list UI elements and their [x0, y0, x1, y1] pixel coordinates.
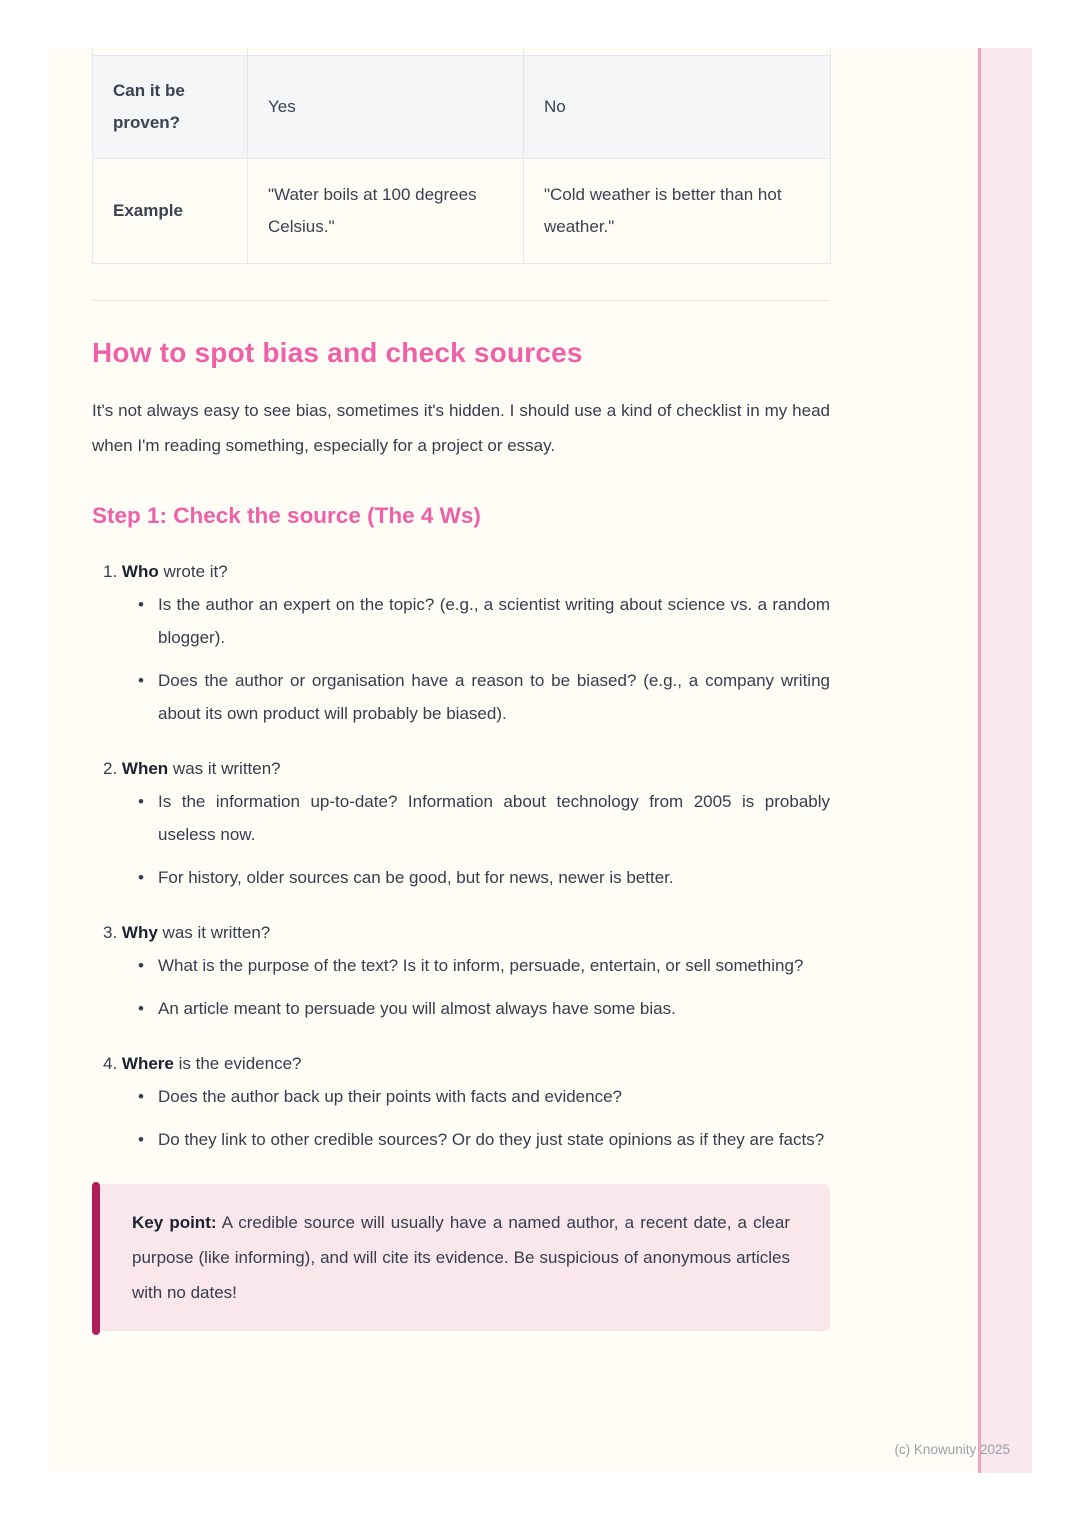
bullet-item: • Does the author or organisation have a reason to be biased? (e.g., a company writing about its own product will probably be biased). — [92, 664, 830, 730]
bullet-list — [92, 785, 830, 894]
bullet-item: • For history, older sources can be good, but for news, newer is better. — [92, 861, 830, 894]
table-cell — [248, 48, 524, 55]
table-cell-label: Can it be proven? — [93, 55, 248, 158]
page-edge-stripe — [978, 48, 1032, 1473]
bullet-list — [92, 588, 830, 730]
checklist — [92, 555, 830, 1156]
key-point-callout — [92, 1184, 830, 1331]
step-heading: Step 1: Check the source (The 4 Ws) — [92, 502, 481, 528]
list-item-when — [92, 752, 830, 894]
list-number: 3. — [103, 922, 118, 942]
table-cell: Yes — [248, 55, 524, 158]
key-point-label: Key point: — [132, 1212, 217, 1232]
list-heading-text: wrote it? — [158, 561, 228, 581]
table-row — [93, 158, 831, 263]
list-item-why — [92, 916, 830, 1025]
table-cell: "Cold weather is better than hot weather." — [524, 158, 831, 263]
list-heading-text: is the evidence? — [173, 1053, 302, 1073]
table-cell: No — [524, 55, 831, 158]
section-divider — [92, 300, 830, 301]
list-heading-text: was it written? — [168, 758, 281, 778]
list-keyword: Where — [121, 1053, 174, 1073]
page-content — [92, 48, 830, 1331]
comparison-table — [92, 48, 831, 264]
bullet-item: • An article meant to persuade you will almost always have some bias. — [92, 992, 830, 1025]
list-keyword: Who — [121, 561, 159, 581]
table-cell — [93, 48, 248, 55]
document-page — [48, 48, 1032, 1473]
table-cell: "Water boils at 100 degrees Celsius." — [248, 158, 524, 263]
list-keyword: When — [121, 758, 169, 778]
list-number: 2. — [103, 758, 118, 778]
list-item-who — [92, 555, 830, 730]
bullet-item: • Is the information up-to-date? Information about technology from 2005 is probably useless now. — [92, 785, 830, 851]
list-item-heading — [92, 1047, 830, 1080]
bullet-list — [92, 949, 830, 1025]
table-cell — [524, 48, 831, 55]
table-row-clipped — [93, 48, 831, 55]
section-title: How to spot bias and check sources — [92, 336, 583, 368]
table-row — [93, 55, 831, 158]
list-number: 1. — [103, 561, 118, 581]
bullet-item: • Does the author back up their points with facts and evidence? — [92, 1080, 830, 1113]
list-number: 4. — [103, 1053, 118, 1073]
list-keyword: Why — [121, 922, 158, 942]
bullet-list — [92, 1080, 830, 1156]
list-item-heading — [92, 916, 830, 949]
bullet-item: • What is the purpose of the text? Is it to inform, persuade, entertain, or sell something? — [92, 949, 830, 982]
bullet-item: • Is the author an expert on the topic? (e.g., a scientist writing about science vs. a random blogger). — [92, 588, 830, 654]
list-heading-text: was it written? — [157, 922, 271, 942]
list-item-where — [92, 1047, 830, 1156]
list-item-heading — [92, 555, 830, 588]
intro-paragraph: It's not always easy to see bias, sometimes it's hidden. I should use a kind of checklist in my head when I'm reading something, especially for a project or essay. — [92, 400, 830, 455]
key-point-text: A credible source will usually have a named author, a recent date, a clear purpose (like informing), and will cite its evidence. Be suspicious of anonymous articles with no dates! — [132, 1212, 790, 1302]
table-cell-label: Example — [93, 158, 248, 263]
copyright-footer: (c) Knowunity 2025 — [894, 1442, 1010, 1457]
bullet-item: • Do they link to other credible sources? Or do they just state opinions as if they are facts? — [92, 1123, 830, 1156]
list-item-heading — [92, 752, 830, 785]
